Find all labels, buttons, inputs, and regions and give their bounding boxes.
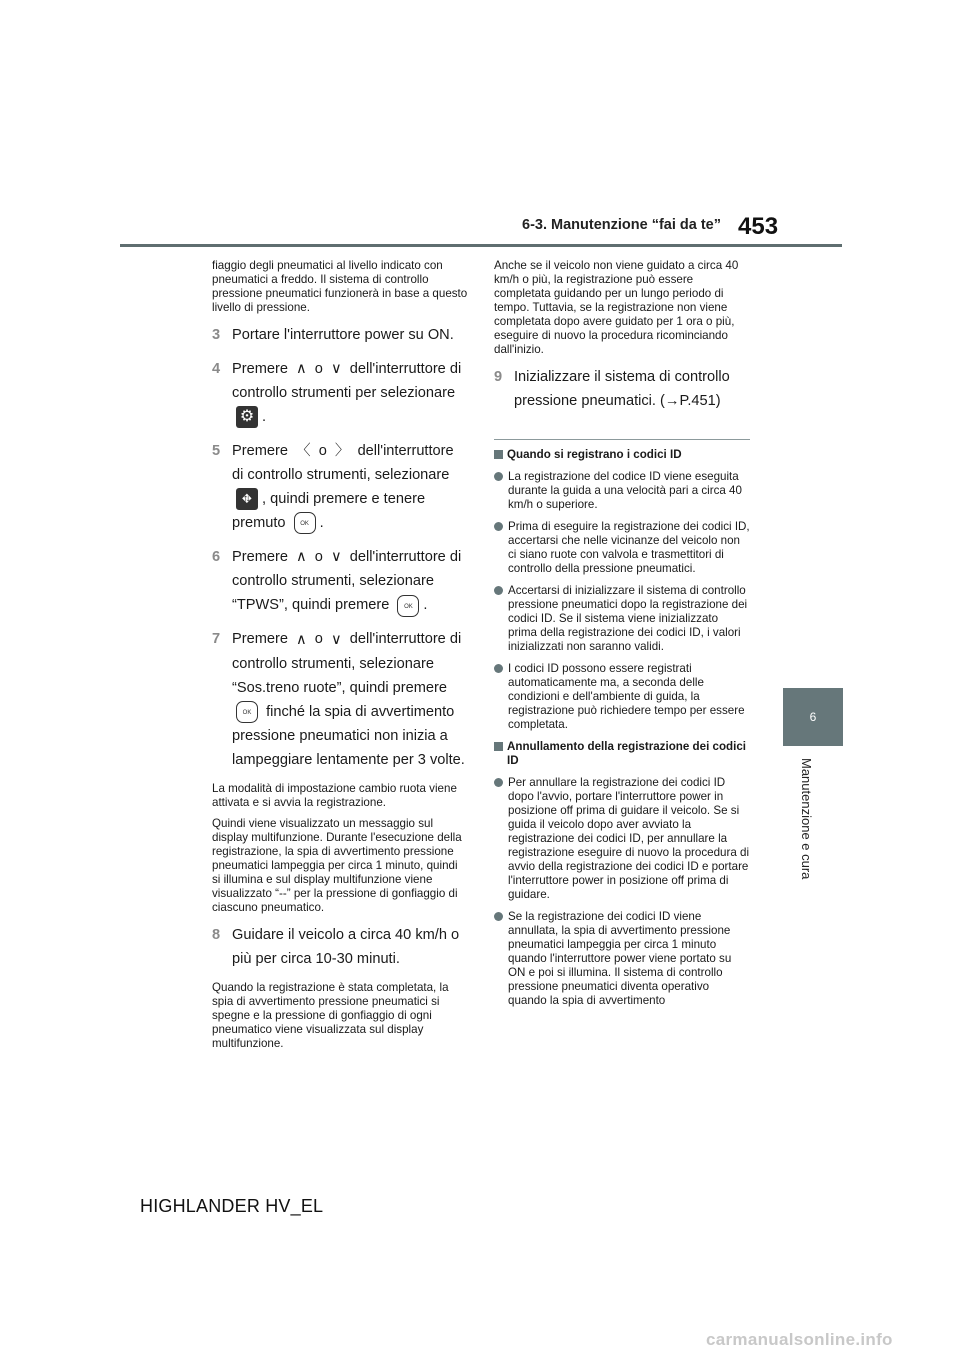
bullet-text: Accertarsi di inizializzare il sistema di controllo pressione pneumatici dopo la registrazione dei codici ID. Se il sistema viene inizializzato prima della registrazione dei codici ID, i valori inizializzati non saranno validi. bbox=[508, 584, 748, 653]
step-text-a: Premere bbox=[232, 549, 288, 566]
dot-bullet-icon bbox=[494, 522, 503, 531]
left-column bbox=[212, 259, 468, 1058]
bullet-text: Se la registrazione dei codici ID viene annullata, la spia di avvertimento pressione pneumatici lampeggia per circa 1 minuto quando l'interruttore power viene portato su ON e poi si illumina. Il sistema di controllo pressione pneumatici diventa operativo quando la spia di avvertimento bbox=[508, 910, 732, 1007]
bullet-item bbox=[494, 470, 750, 512]
section-heading-text: Annullamento della registrazione dei codici ID bbox=[507, 740, 747, 767]
step-text bbox=[232, 439, 468, 535]
step-text bbox=[232, 357, 468, 429]
step-number: 7 bbox=[212, 631, 221, 648]
bullet-item bbox=[494, 776, 750, 902]
step-text-c: finché la spia di avvertimento pressione pneumatici non inizia a lampeggiare lentamente per 3 volte. bbox=[232, 703, 465, 768]
arrow-left-icon: 〈 bbox=[296, 443, 311, 460]
arrow-up-icon: ∧ bbox=[296, 631, 307, 648]
arrow-down-icon: ∨ bbox=[330, 361, 342, 378]
step-number: 4 bbox=[212, 361, 221, 377]
step-number: 6 bbox=[212, 549, 221, 566]
section-heading-id-registration bbox=[494, 448, 750, 462]
step-text: Portare l'interruttore power su ON. bbox=[232, 327, 454, 343]
step-text-or: o bbox=[318, 443, 327, 460]
gear-icon: ⚙ bbox=[236, 406, 258, 428]
car-settings-icon: ⛖ bbox=[236, 488, 258, 510]
arrow-up-icon: ∧ bbox=[296, 361, 307, 378]
step-9 bbox=[494, 365, 750, 413]
step-number: 9 bbox=[494, 369, 503, 385]
bullet-item bbox=[494, 910, 750, 1008]
step-text-a: Premere bbox=[232, 443, 288, 460]
page-number: 453 bbox=[738, 213, 779, 240]
dot-bullet-icon bbox=[494, 586, 503, 595]
square-bullet-icon bbox=[494, 450, 503, 459]
dot-bullet-icon bbox=[494, 778, 503, 787]
step-number: 8 bbox=[212, 926, 221, 943]
section-heading-cancel-registration bbox=[494, 740, 750, 768]
step-text-b: dell'interruttore di controllo strumenti per selezionare bbox=[232, 361, 462, 402]
step-text: Inizializzare il sistema di controllo pressione pneumatici. (→P.451) bbox=[514, 369, 730, 409]
step-text bbox=[232, 545, 468, 617]
step-text-end: . bbox=[319, 515, 324, 532]
step-text-end: . bbox=[423, 597, 428, 614]
bullet-item bbox=[494, 662, 750, 732]
step-text-or: o bbox=[314, 361, 323, 377]
watermark: carmanualsonline.info bbox=[706, 1330, 893, 1349]
step-5 bbox=[212, 439, 468, 535]
step-7 bbox=[212, 627, 468, 771]
arrow-down-icon: ∨ bbox=[330, 549, 342, 566]
paragraph: Anche se il veicolo non viene guidato a circa 40 km/h o più, la registrazione può essere completata guidando per un lungo periodo di tempo. Tuttavia, se la registrazione non viene completata dopo avere guidato per 1 ora o più, eseguire di nuovo la procedura ricominciando dall'inizio. bbox=[494, 259, 739, 356]
section-title: 6-3. Manutenzione “fai da te” bbox=[522, 217, 721, 233]
bullet-text: I codici ID possono essere registrati automaticamente ma, a seconda delle condizioni e dell'ambiente di guida, la registrazione può richiedere tempo per essere completata. bbox=[508, 662, 745, 731]
dot-bullet-icon bbox=[494, 664, 503, 673]
bullet-text: La registrazione del codice ID viene eseguita durante la guida a una velocità pari a circa 40 km/h o superiore. bbox=[508, 470, 742, 511]
paragraph: Quindi viene visualizzato un messaggio sul display multifunzione. Durante l'esecuzione della registrazione, la spia di avvertimento pressione pneumatici lampeggia per circa 1 minuto, quindi si illumina e sul display multifunzione viene visualizzato “--” per la pressione di gonfiaggio di ciascuno pneumatico. bbox=[212, 816, 462, 914]
step-text bbox=[232, 627, 468, 771]
step-text-b: dell'interruttore di controllo strumenti, selezionare “TPWS”, quindi premere bbox=[232, 549, 462, 614]
step-8 bbox=[212, 923, 468, 971]
bullet-text: Per annullare la registrazione dei codici ID dopo l'avvio, portare l'interruttore power in posizione off prima di guidare il veicolo. Se si guida il veicolo dopo aver avviato la registrazione dei codici ID, per annullare la registrazione eseguire di nuovo la procedura di avvio della registrazione dei codici ID e portare l'interruttore power in posizione off prima di guidare. bbox=[508, 776, 750, 901]
dot-bullet-icon bbox=[494, 912, 503, 921]
arrow-down-icon: ∨ bbox=[330, 631, 342, 648]
ok-button-icon: OK bbox=[397, 595, 419, 617]
step-number: 3 bbox=[212, 327, 221, 343]
step-text-or: o bbox=[314, 631, 323, 648]
paragraph: Quando la registrazione è stata completata, la spia di avvertimento pressione pneumatici si spegne e la pressione di gonfiaggio di ogni pneumatico viene visualizzata sul display multifunzione. bbox=[212, 980, 449, 1050]
step-text-c: , quindi premere e tenere premuto bbox=[232, 491, 426, 532]
section-divider bbox=[494, 439, 750, 440]
step-4 bbox=[212, 357, 468, 429]
step-text-end: . bbox=[262, 409, 267, 426]
arrow-right-icon: 〉 bbox=[334, 443, 350, 460]
arrow-up-icon: ∧ bbox=[296, 549, 307, 566]
step-3 bbox=[212, 323, 468, 347]
chapter-tab: 6 bbox=[783, 688, 843, 746]
step-text-b: dell'interruttore di controllo strumenti, selezionare bbox=[232, 443, 454, 484]
footer-model: HIGHLANDER HV_EL bbox=[140, 1196, 324, 1216]
step-text-a: Premere bbox=[232, 631, 288, 648]
paragraph: La modalità di impostazione cambio ruota viene attivata e si avvia la registrazione. bbox=[212, 781, 457, 809]
header-divider bbox=[120, 244, 842, 247]
section-heading-text: Quando si registrano i codici ID bbox=[507, 448, 682, 461]
step-text-a: Premere bbox=[232, 361, 288, 377]
step-text: Guidare il veicolo a circa 40 km/h o più per circa 10-30 minuti. bbox=[232, 926, 460, 967]
chapter-label: Manutenzione e cura bbox=[799, 758, 814, 880]
ok-button-icon: OK bbox=[236, 701, 258, 723]
bullet-item bbox=[494, 520, 750, 576]
dot-bullet-icon bbox=[494, 472, 503, 481]
intro-paragraph: fiaggio degli pneumatici al livello indicato con pneumatici a freddo. Il sistema di controllo pressione pneumatici funzionerà in base a questo livello di pressione. bbox=[212, 259, 468, 314]
bullet-item bbox=[494, 584, 750, 654]
right-column bbox=[494, 259, 750, 1016]
step-number: 5 bbox=[212, 443, 221, 460]
ok-button-icon: OK bbox=[294, 512, 316, 534]
step-text-b: dell'interruttore di controllo strumenti, selezionare “Sos.treno ruote”, quindi premere bbox=[232, 631, 462, 696]
bullet-text: Prima di eseguire la registrazione dei codici ID, accertarsi che nelle vicinanze del veicolo non ci siano ruote con valvola e trasmettitori di controllo della pressione pneumatici. bbox=[508, 520, 750, 575]
square-bullet-icon bbox=[494, 742, 503, 751]
step-text-or: o bbox=[314, 549, 323, 566]
step-6 bbox=[212, 545, 468, 617]
